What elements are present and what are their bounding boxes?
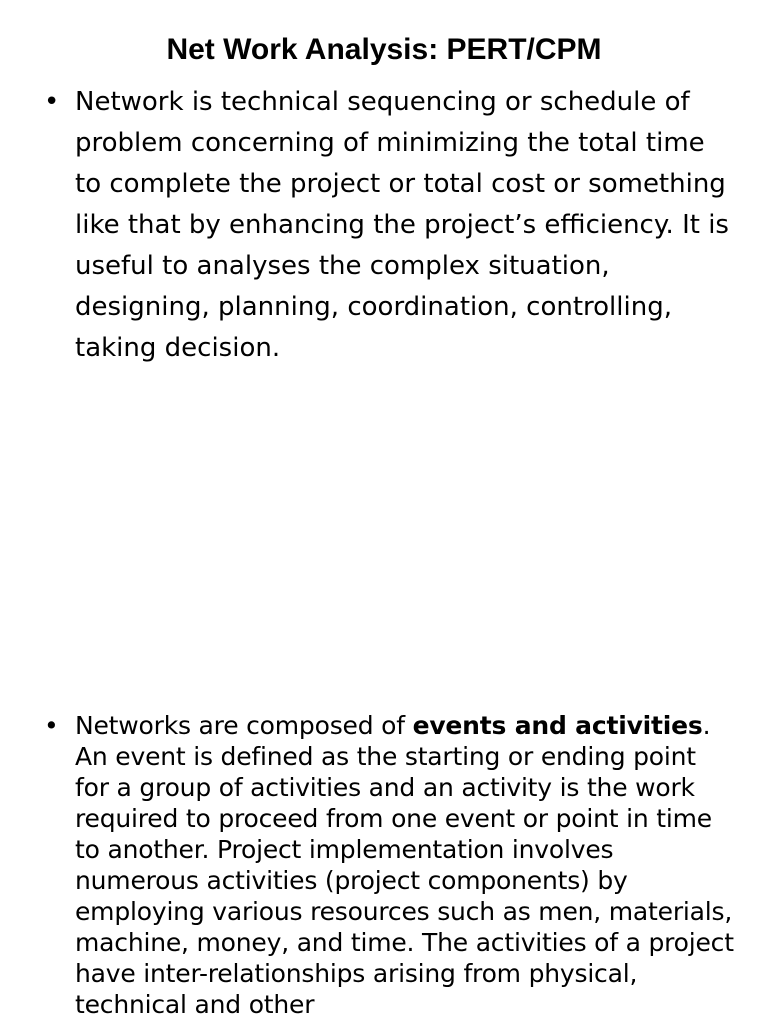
bullet-text-emphasis: events and activities bbox=[412, 711, 703, 740]
bullet-text bbox=[75, 710, 734, 1020]
bullet-item-events-activities bbox=[44, 710, 734, 1020]
bullet-text-lead: Networks are composed of bbox=[75, 711, 413, 740]
bullet-icon: • bbox=[44, 87, 60, 117]
bullet-item-network-definition bbox=[44, 82, 734, 369]
bullet-icon: • bbox=[44, 711, 59, 740]
bullet-text-body: . An event is defined as the starting or ending point for a group of activities and an activity is the work required to proceed from one event or point in time to another. Project implementation involves numerous activities (project components) by employing various resources such as men, materials, machine, money, and time. The activities of a project have inter-relationships arising from physical, technical and other bbox=[75, 711, 734, 1019]
slide-title: Net Work Analysis: PERT/CPM bbox=[166, 33, 602, 66]
bullet-text: Network is technical sequencing or schedule of problem concerning of minimizing the total time to complete the project or total cost or something like that by enhancing the project’s efficiency. It is useful to analyses the complex situation, designing, planning, coordination, controlling, taking decision. bbox=[75, 87, 729, 363]
